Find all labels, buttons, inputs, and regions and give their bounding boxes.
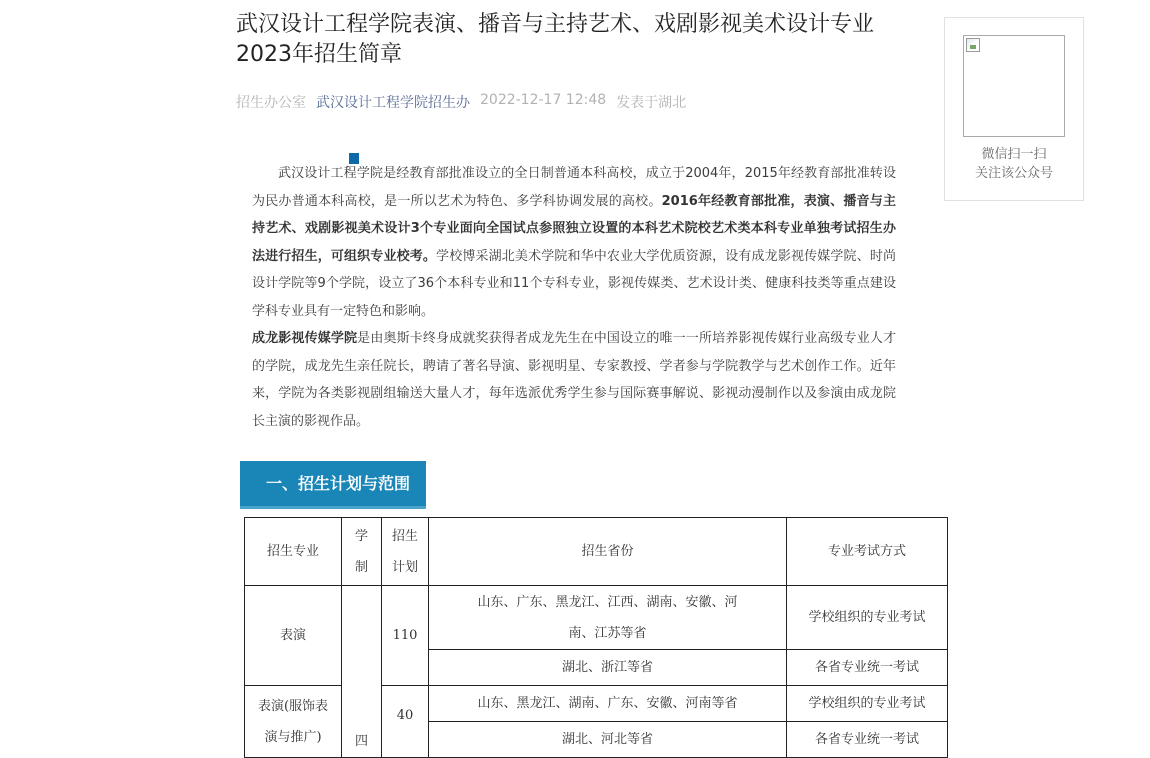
qr-caption bbox=[945, 145, 1083, 183]
intro-text-part2: 学校博采湖北美术学院和华中农业大学优质资源，设有成龙影视传媒学院、时尚设计学院等9个学院，设立了36个本科专业和11个专科专业，影视传媒类、艺术设计类、健康科技类等重点建设学科专业具有一定特色和影响。 bbox=[252, 248, 896, 319]
header-exam: 专业考试方式 bbox=[787, 518, 948, 586]
intro-text-part1: 武汉设计工程学院是经教育部批准设立的全日制普通本科高校，成立于2004年，2015年经教育部批准转设为民办普通本科高校，是一所以艺术为特色、多学科协调发展的高校。 bbox=[252, 166, 896, 209]
article-meta bbox=[236, 92, 916, 112]
cell-exam: 学校组织的专业考试 bbox=[787, 686, 948, 722]
article-title-line1: 武汉设计工程学院表演、播音与主持艺术、戏剧影视美术设计专业 bbox=[236, 12, 875, 37]
cell-major: 表演(服饰表 演与推广) bbox=[245, 686, 342, 758]
college-paragraph bbox=[252, 325, 896, 435]
article-author: 招生办公室 bbox=[236, 95, 306, 111]
college-name: 成龙影视传媒学院 bbox=[252, 331, 358, 346]
qr-caption-line1: 微信扫一扫 bbox=[981, 147, 1047, 162]
intro-bold-text: 2016年经教育部批准，表演、播音与主持艺术、戏剧影视美术设计3个专业面向全国试点参照独立设置的本科艺术院校艺术类本科专业单独考试招生办法进行招生，可组织专业校考。 bbox=[252, 193, 896, 264]
cell-major: 表演 bbox=[245, 586, 342, 686]
publish-location: 发表于湖北 bbox=[616, 95, 687, 111]
section-title-enrollment-plan: 一、招生计划与范围 bbox=[240, 461, 426, 506]
article-body bbox=[252, 160, 896, 435]
cell-exam: 学校组织的专业考试 bbox=[787, 586, 948, 650]
cell-provinces: 湖北、浙江等省 bbox=[429, 650, 787, 686]
header-provinces: 招生省份 bbox=[429, 518, 787, 586]
header-major: 招生专业 bbox=[245, 518, 342, 586]
qr-code-image bbox=[963, 35, 1065, 137]
cell-provinces: 山东、黑龙江、湖南、广东、安徽、河南等省 bbox=[429, 686, 787, 722]
cell-duration: 四 bbox=[342, 586, 382, 758]
cell-provinces: 湖北、河北等省 bbox=[429, 722, 787, 758]
college-description: 是由奥斯卡终身成就奖获得者成龙先生在中国设立的唯一一所培养影视传媒行业高级专业人才的学院，成龙先生亲任院长，聘请了著名导演、影视明星、专家教授、学者参与学院教学与艺术创作工作。近年来，学院为各类影视剧组输送大量人才，每年选派优秀学生参与国际赛事解说、影视动漫制作以及参演由成龙院长主演的影视作品。 bbox=[252, 331, 896, 429]
qr-caption-line2: 关注该公众号 bbox=[974, 166, 1053, 181]
account-name-link[interactable]: 武汉设计工程学院招生办 bbox=[316, 95, 470, 111]
article-title-line2: 2023年招生简章 bbox=[236, 42, 402, 67]
qr-code-card bbox=[944, 17, 1084, 201]
article-title bbox=[236, 10, 916, 70]
cell-provinces: 山东、广东、黑龙江、江西、湖南、安徽、河 南、江苏等省 bbox=[429, 586, 787, 650]
intro-paragraph bbox=[252, 160, 896, 325]
cell-plan: 40 bbox=[382, 686, 429, 758]
cell-exam: 各省专业统一考试 bbox=[787, 650, 948, 686]
table-header-row bbox=[245, 518, 948, 586]
table-row bbox=[245, 586, 948, 650]
enrollment-table bbox=[244, 517, 948, 758]
header-plan: 招生 计划 bbox=[382, 518, 429, 586]
cell-exam: 各省专业统一考试 bbox=[787, 722, 948, 758]
broken-image-icon bbox=[966, 38, 980, 52]
publish-datetime: 2022-12-17 12:48 bbox=[480, 92, 607, 108]
header-duration: 学 制 bbox=[342, 518, 382, 586]
article-header bbox=[236, 10, 916, 112]
cell-plan: 110 bbox=[382, 586, 429, 686]
